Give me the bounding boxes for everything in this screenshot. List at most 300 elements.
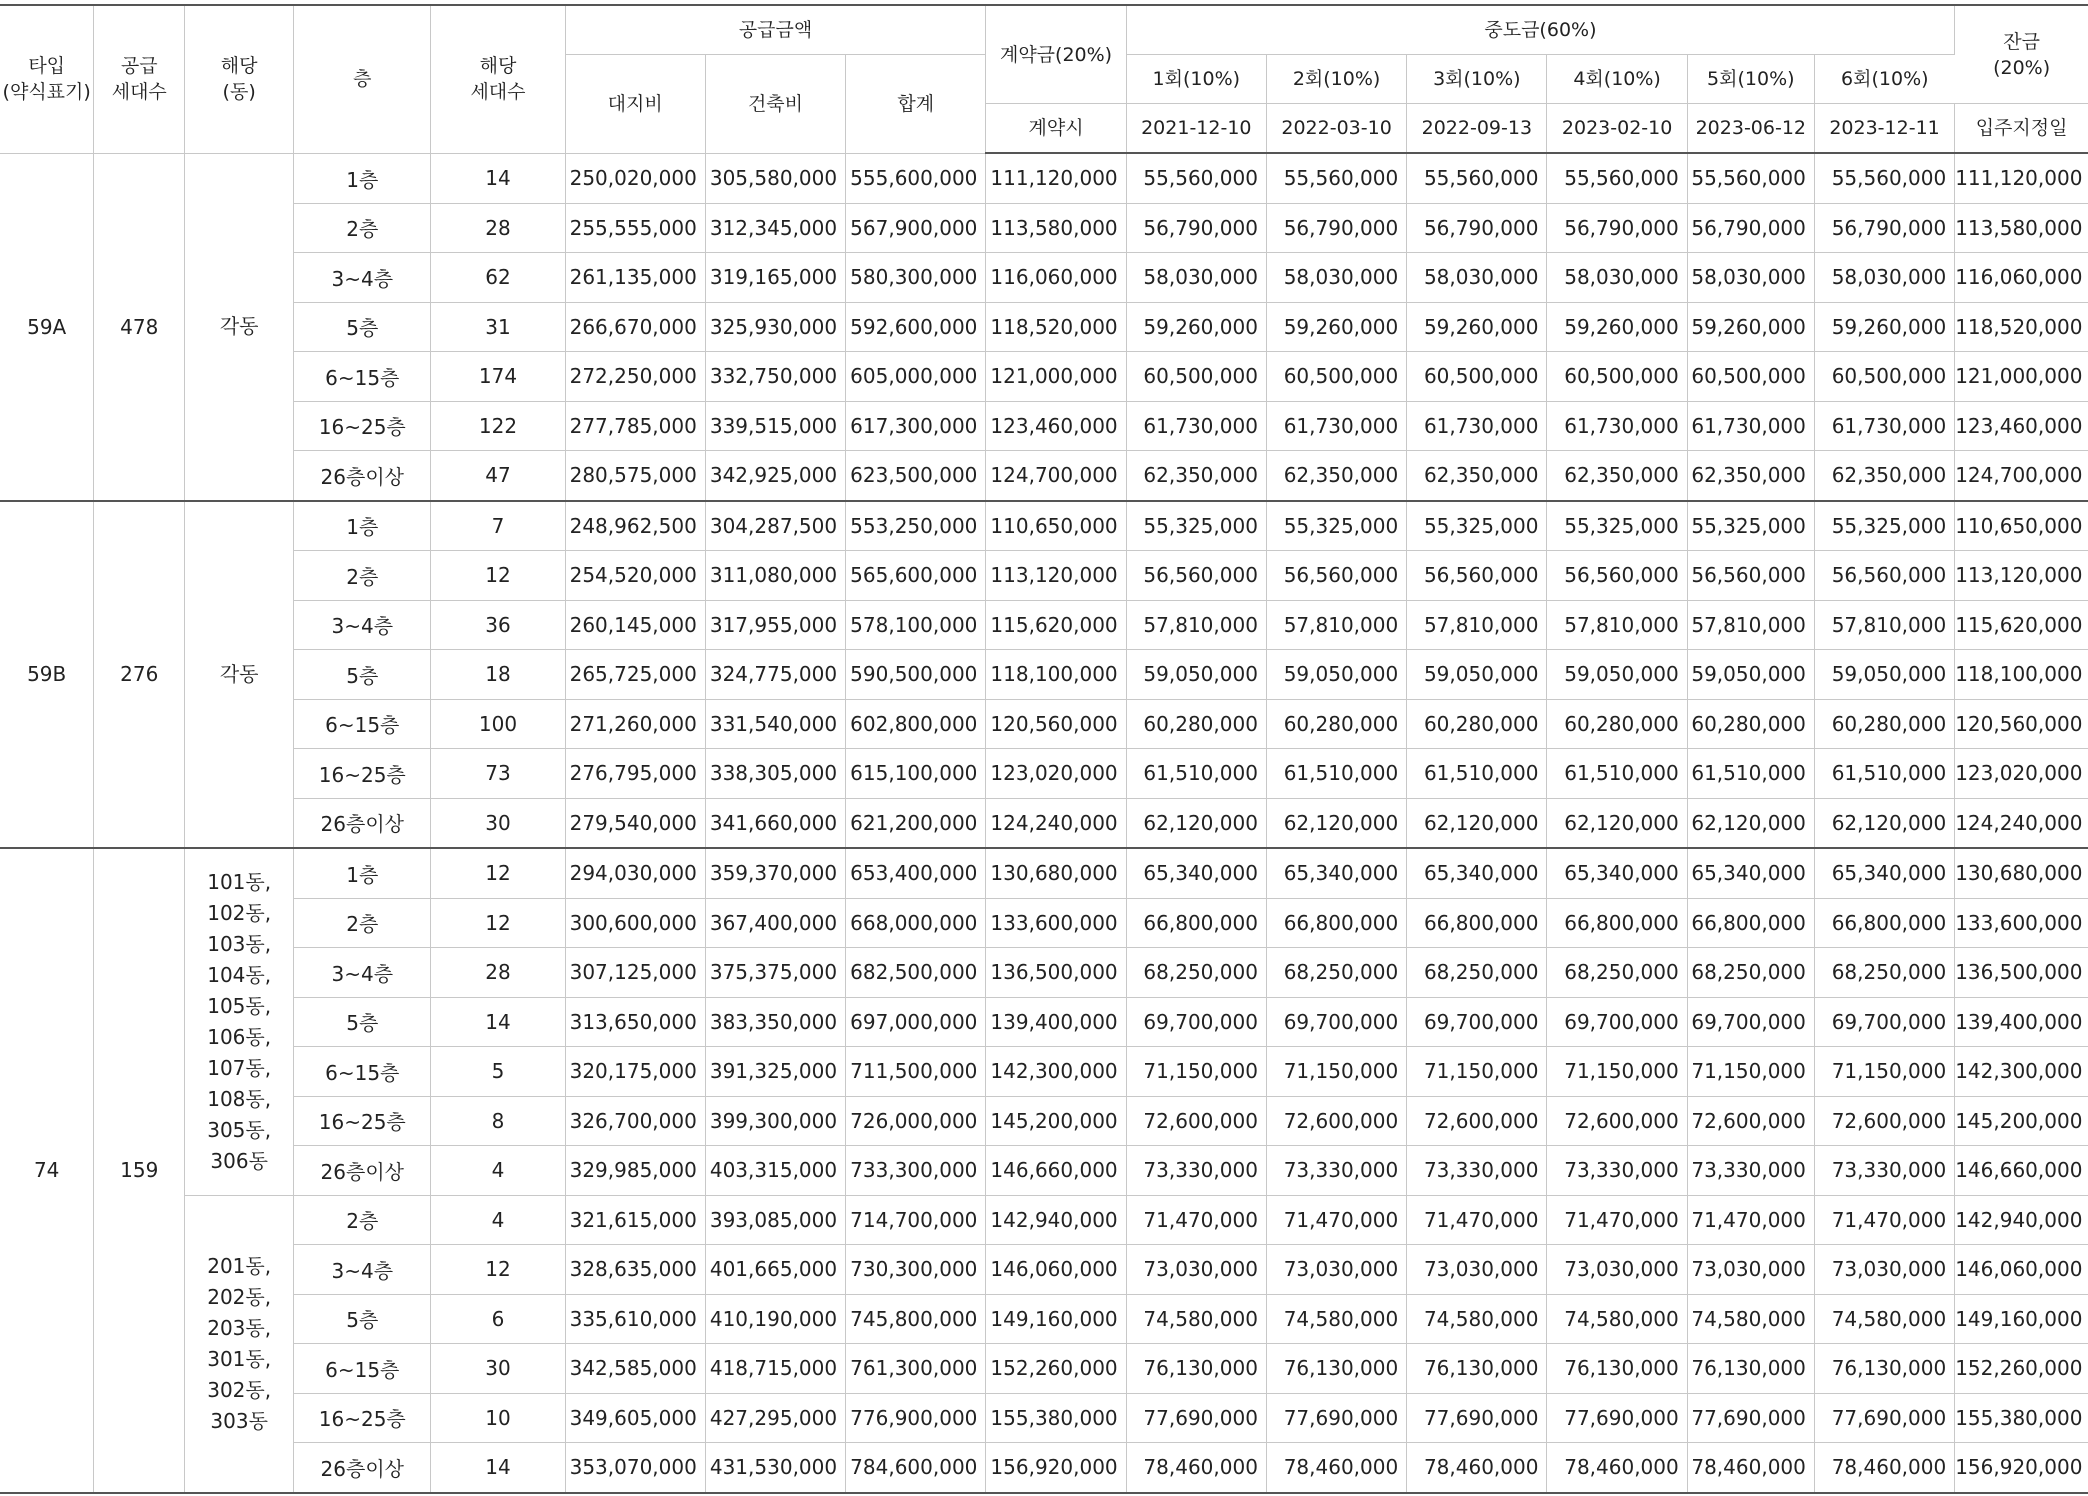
- units-cell: 36: [431, 600, 565, 650]
- deposit-cell: 130,680,000: [986, 848, 1126, 898]
- floor-cell: 6~15층: [294, 352, 431, 402]
- land-price-cell: 261,135,000: [565, 253, 705, 303]
- middle-payment-1-cell: 62,350,000: [1126, 451, 1266, 501]
- table-row: [0, 898, 2088, 948]
- middle-payment-4-cell: 55,560,000: [1547, 153, 1687, 203]
- middle-payment-2-cell: 58,030,000: [1266, 253, 1406, 303]
- construction-price-cell: 312,345,000: [705, 203, 845, 253]
- total-price-cell: 567,900,000: [846, 203, 986, 253]
- middle-payment-1-cell: 72,600,000: [1126, 1096, 1266, 1146]
- middle-payment-2-cell: 56,790,000: [1266, 203, 1406, 253]
- land-price-cell: 271,260,000: [565, 699, 705, 749]
- deposit-cell: 118,100,000: [986, 650, 1126, 700]
- middle-payment-4-cell: 78,460,000: [1547, 1443, 1687, 1493]
- land-price-cell: 255,555,000: [565, 203, 705, 253]
- balance-cell: 130,680,000: [1955, 848, 2088, 898]
- header-total: 합계: [846, 55, 986, 154]
- balance-cell: 118,100,000: [1955, 650, 2088, 700]
- middle-payment-6-cell: 77,690,000: [1814, 1393, 1954, 1443]
- table-row: [0, 997, 2088, 1047]
- header-construction: 건축비: [705, 55, 845, 154]
- table-row: [0, 1294, 2088, 1344]
- middle-payment-2-cell: 73,030,000: [1266, 1245, 1406, 1295]
- construction-price-cell: 339,515,000: [705, 401, 845, 451]
- floor-cell: 16~25층: [294, 749, 431, 799]
- total-price-cell: 553,250,000: [846, 501, 986, 551]
- construction-price-cell: 324,775,000: [705, 650, 845, 700]
- total-price-cell: 592,600,000: [846, 302, 986, 352]
- construction-price-cell: 383,350,000: [705, 997, 845, 1047]
- middle-payment-5-cell: 55,560,000: [1687, 153, 1814, 203]
- middle-payment-5-cell: 59,260,000: [1687, 302, 1814, 352]
- middle-payment-5-cell: 77,690,000: [1687, 1393, 1814, 1443]
- balance-cell: 124,700,000: [1955, 451, 2088, 501]
- units-cell: 12: [431, 898, 565, 948]
- middle-payment-3-cell: 56,790,000: [1407, 203, 1547, 253]
- deposit-cell: 123,020,000: [986, 749, 1126, 799]
- middle-payment-5-cell: 62,350,000: [1687, 451, 1814, 501]
- balance-cell: 136,500,000: [1955, 948, 2088, 998]
- construction-price-cell: 393,085,000: [705, 1195, 845, 1245]
- construction-price-cell: 304,287,500: [705, 501, 845, 551]
- middle-payment-2-cell: 76,130,000: [1266, 1344, 1406, 1394]
- units-cell: 6: [431, 1294, 565, 1344]
- header-middle-round-3: 3회(10%): [1407, 55, 1547, 104]
- middle-payment-2-cell: 55,560,000: [1266, 153, 1406, 203]
- total-price-cell: 745,800,000: [846, 1294, 986, 1344]
- middle-payment-5-cell: 58,030,000: [1687, 253, 1814, 303]
- price-table-container: [0, 4, 2088, 1494]
- header-type: 타입 (약식표기): [0, 5, 94, 153]
- deposit-cell: 149,160,000: [986, 1294, 1126, 1344]
- total-price-cell: 615,100,000: [846, 749, 986, 799]
- floor-cell: 2층: [294, 1195, 431, 1245]
- balance-cell: 116,060,000: [1955, 253, 2088, 303]
- land-price-cell: 265,725,000: [565, 650, 705, 700]
- units-cell: 7: [431, 501, 565, 551]
- units-cell: 174: [431, 352, 565, 402]
- middle-payment-4-cell: 77,690,000: [1547, 1393, 1687, 1443]
- middle-payment-3-cell: 62,120,000: [1407, 798, 1547, 848]
- middle-payment-4-cell: 62,350,000: [1547, 451, 1687, 501]
- middle-payment-3-cell: 73,030,000: [1407, 1245, 1547, 1295]
- balance-cell: 110,650,000: [1955, 501, 2088, 551]
- deposit-cell: 121,000,000: [986, 352, 1126, 402]
- header-floor: 층: [294, 5, 431, 153]
- middle-payment-3-cell: 76,130,000: [1407, 1344, 1547, 1394]
- construction-price-cell: 401,665,000: [705, 1245, 845, 1295]
- land-price-cell: 349,605,000: [565, 1393, 705, 1443]
- middle-payment-1-cell: 60,500,000: [1126, 352, 1266, 402]
- supply-count-cell: 276: [94, 501, 185, 849]
- header-middle-round-1: 1회(10%): [1126, 55, 1266, 104]
- middle-payment-1-cell: 73,330,000: [1126, 1146, 1266, 1196]
- middle-payment-4-cell: 69,700,000: [1547, 997, 1687, 1047]
- middle-payment-2-cell: 71,150,000: [1266, 1047, 1406, 1097]
- middle-payment-3-cell: 57,810,000: [1407, 600, 1547, 650]
- middle-payment-2-cell: 57,810,000: [1266, 600, 1406, 650]
- deposit-cell: 110,650,000: [986, 501, 1126, 551]
- floor-cell: 2층: [294, 551, 431, 601]
- construction-price-cell: 332,750,000: [705, 352, 845, 402]
- deposit-cell: 133,600,000: [986, 898, 1126, 948]
- middle-payment-1-cell: 66,800,000: [1126, 898, 1266, 948]
- units-cell: 4: [431, 1146, 565, 1196]
- header-middle-payment: 중도금(60%): [1126, 5, 1955, 55]
- table-row: [0, 600, 2088, 650]
- total-price-cell: 776,900,000: [846, 1393, 986, 1443]
- middle-payment-1-cell: 71,470,000: [1126, 1195, 1266, 1245]
- middle-payment-2-cell: 68,250,000: [1266, 948, 1406, 998]
- middle-payment-6-cell: 66,800,000: [1814, 898, 1954, 948]
- balance-cell: 155,380,000: [1955, 1393, 2088, 1443]
- middle-payment-1-cell: 78,460,000: [1126, 1443, 1266, 1493]
- header-middle-date-6: 2023-12-11: [1814, 104, 1954, 154]
- total-price-cell: 617,300,000: [846, 401, 986, 451]
- total-price-cell: 602,800,000: [846, 699, 986, 749]
- middle-payment-6-cell: 71,150,000: [1814, 1047, 1954, 1097]
- building-cell: 201동, 202동, 203동, 301동, 302동, 303동: [185, 1195, 294, 1493]
- header-middle-date-1: 2021-12-10: [1126, 104, 1266, 154]
- deposit-cell: 120,560,000: [986, 699, 1126, 749]
- middle-payment-6-cell: 69,700,000: [1814, 997, 1954, 1047]
- middle-payment-1-cell: 73,030,000: [1126, 1245, 1266, 1295]
- construction-price-cell: 342,925,000: [705, 451, 845, 501]
- deposit-cell: 155,380,000: [986, 1393, 1126, 1443]
- middle-payment-6-cell: 56,790,000: [1814, 203, 1954, 253]
- land-price-cell: 280,575,000: [565, 451, 705, 501]
- middle-payment-6-cell: 68,250,000: [1814, 948, 1954, 998]
- middle-payment-2-cell: 74,580,000: [1266, 1294, 1406, 1344]
- middle-payment-5-cell: 56,560,000: [1687, 551, 1814, 601]
- deposit-cell: 145,200,000: [986, 1096, 1126, 1146]
- middle-payment-3-cell: 73,330,000: [1407, 1146, 1547, 1196]
- balance-cell: 145,200,000: [1955, 1096, 2088, 1146]
- construction-price-cell: 418,715,000: [705, 1344, 845, 1394]
- land-price-cell: 335,610,000: [565, 1294, 705, 1344]
- total-price-cell: 565,600,000: [846, 551, 986, 601]
- table-row: [0, 1195, 2088, 1245]
- units-cell: 31: [431, 302, 565, 352]
- land-price-cell: 320,175,000: [565, 1047, 705, 1097]
- total-price-cell: 682,500,000: [846, 948, 986, 998]
- middle-payment-2-cell: 59,050,000: [1266, 650, 1406, 700]
- middle-payment-5-cell: 61,510,000: [1687, 749, 1814, 799]
- middle-payment-3-cell: 56,560,000: [1407, 551, 1547, 601]
- middle-payment-5-cell: 60,500,000: [1687, 352, 1814, 402]
- floor-cell: 3~4층: [294, 948, 431, 998]
- units-cell: 122: [431, 401, 565, 451]
- middle-payment-2-cell: 62,120,000: [1266, 798, 1406, 848]
- middle-payment-3-cell: 77,690,000: [1407, 1393, 1547, 1443]
- balance-cell: 142,300,000: [1955, 1047, 2088, 1097]
- middle-payment-6-cell: 60,500,000: [1814, 352, 1954, 402]
- header-middle-round-2: 2회(10%): [1266, 55, 1406, 104]
- middle-payment-4-cell: 73,030,000: [1547, 1245, 1687, 1295]
- deposit-cell: 111,120,000: [986, 153, 1126, 203]
- deposit-cell: 142,940,000: [986, 1195, 1126, 1245]
- construction-price-cell: 431,530,000: [705, 1443, 845, 1493]
- deposit-cell: 146,060,000: [986, 1245, 1126, 1295]
- header-middle-date-3: 2022-09-13: [1407, 104, 1547, 154]
- middle-payment-4-cell: 66,800,000: [1547, 898, 1687, 948]
- units-cell: 4: [431, 1195, 565, 1245]
- land-price-cell: 260,145,000: [565, 600, 705, 650]
- middle-payment-2-cell: 55,325,000: [1266, 501, 1406, 551]
- header-middle-round-6: 6회(10%): [1814, 55, 1954, 104]
- total-price-cell: 590,500,000: [846, 650, 986, 700]
- land-price-cell: 307,125,000: [565, 948, 705, 998]
- total-price-cell: 578,100,000: [846, 600, 986, 650]
- middle-payment-2-cell: 60,280,000: [1266, 699, 1406, 749]
- middle-payment-6-cell: 74,580,000: [1814, 1294, 1954, 1344]
- deposit-cell: 124,240,000: [986, 798, 1126, 848]
- middle-payment-4-cell: 57,810,000: [1547, 600, 1687, 650]
- table-row: [0, 848, 2088, 898]
- land-price-cell: 300,600,000: [565, 898, 705, 948]
- construction-price-cell: 367,400,000: [705, 898, 845, 948]
- middle-payment-1-cell: 65,340,000: [1126, 848, 1266, 898]
- middle-payment-5-cell: 60,280,000: [1687, 699, 1814, 749]
- land-price-cell: 321,615,000: [565, 1195, 705, 1245]
- middle-payment-4-cell: 65,340,000: [1547, 848, 1687, 898]
- middle-payment-1-cell: 69,700,000: [1126, 997, 1266, 1047]
- middle-payment-6-cell: 62,120,000: [1814, 798, 1954, 848]
- floor-cell: 3~4층: [294, 600, 431, 650]
- type-cell: 59A: [0, 153, 94, 501]
- table-row: [0, 699, 2088, 749]
- construction-price-cell: 391,325,000: [705, 1047, 845, 1097]
- middle-payment-2-cell: 60,500,000: [1266, 352, 1406, 402]
- middle-payment-4-cell: 56,560,000: [1547, 551, 1687, 601]
- middle-payment-3-cell: 71,470,000: [1407, 1195, 1547, 1245]
- table-row: [0, 302, 2088, 352]
- middle-payment-4-cell: 61,730,000: [1547, 401, 1687, 451]
- middle-payment-6-cell: 56,560,000: [1814, 551, 1954, 601]
- total-price-cell: 668,000,000: [846, 898, 986, 948]
- floor-cell: 16~25층: [294, 401, 431, 451]
- middle-payment-3-cell: 61,730,000: [1407, 401, 1547, 451]
- deposit-cell: 124,700,000: [986, 451, 1126, 501]
- units-cell: 30: [431, 1344, 565, 1394]
- balance-cell: 113,580,000: [1955, 203, 2088, 253]
- construction-price-cell: 331,540,000: [705, 699, 845, 749]
- header-balance: 잔금 (20%): [1955, 5, 2088, 104]
- middle-payment-4-cell: 71,470,000: [1547, 1195, 1687, 1245]
- middle-payment-5-cell: 73,030,000: [1687, 1245, 1814, 1295]
- middle-payment-6-cell: 60,280,000: [1814, 699, 1954, 749]
- header-balance-when: 입주지정일: [1955, 104, 2088, 154]
- middle-payment-5-cell: 55,325,000: [1687, 501, 1814, 551]
- floor-cell: 16~25층: [294, 1393, 431, 1443]
- middle-payment-5-cell: 74,580,000: [1687, 1294, 1814, 1344]
- balance-cell: 124,240,000: [1955, 798, 2088, 848]
- land-price-cell: 276,795,000: [565, 749, 705, 799]
- floor-cell: 6~15층: [294, 1344, 431, 1394]
- units-cell: 28: [431, 948, 565, 998]
- floor-cell: 16~25층: [294, 1096, 431, 1146]
- middle-payment-6-cell: 55,325,000: [1814, 501, 1954, 551]
- middle-payment-1-cell: 56,790,000: [1126, 203, 1266, 253]
- middle-payment-1-cell: 58,030,000: [1126, 253, 1266, 303]
- floor-cell: 6~15층: [294, 1047, 431, 1097]
- total-price-cell: 697,000,000: [846, 997, 986, 1047]
- units-cell: 8: [431, 1096, 565, 1146]
- construction-price-cell: 399,300,000: [705, 1096, 845, 1146]
- balance-cell: 133,600,000: [1955, 898, 2088, 948]
- middle-payment-5-cell: 73,330,000: [1687, 1146, 1814, 1196]
- land-price-cell: 248,962,500: [565, 501, 705, 551]
- units-cell: 18: [431, 650, 565, 700]
- middle-payment-1-cell: 55,325,000: [1126, 501, 1266, 551]
- units-cell: 100: [431, 699, 565, 749]
- construction-price-cell: 341,660,000: [705, 798, 845, 848]
- floor-cell: 1층: [294, 501, 431, 551]
- middle-payment-3-cell: 60,280,000: [1407, 699, 1547, 749]
- middle-payment-6-cell: 73,030,000: [1814, 1245, 1954, 1295]
- supply-price-table: [0, 4, 2088, 1494]
- header-middle-date-4: 2023-02-10: [1547, 104, 1687, 154]
- building-cell: 각동: [185, 153, 294, 501]
- middle-payment-3-cell: 69,700,000: [1407, 997, 1547, 1047]
- middle-payment-6-cell: 76,130,000: [1814, 1344, 1954, 1394]
- middle-payment-1-cell: 59,050,000: [1126, 650, 1266, 700]
- table-row: [0, 1047, 2088, 1097]
- units-cell: 14: [431, 1443, 565, 1493]
- middle-payment-4-cell: 73,330,000: [1547, 1146, 1687, 1196]
- land-price-cell: 277,785,000: [565, 401, 705, 451]
- middle-payment-2-cell: 59,260,000: [1266, 302, 1406, 352]
- middle-payment-4-cell: 62,120,000: [1547, 798, 1687, 848]
- total-price-cell: 726,000,000: [846, 1096, 986, 1146]
- middle-payment-3-cell: 59,050,000: [1407, 650, 1547, 700]
- total-price-cell: 730,300,000: [846, 1245, 986, 1295]
- land-price-cell: 342,585,000: [565, 1344, 705, 1394]
- header-middle-date-5: 2023-06-12: [1687, 104, 1814, 154]
- building-cell: 각동: [185, 501, 294, 849]
- land-price-cell: 250,020,000: [565, 153, 705, 203]
- middle-payment-2-cell: 69,700,000: [1266, 997, 1406, 1047]
- middle-payment-4-cell: 55,325,000: [1547, 501, 1687, 551]
- deposit-cell: 156,920,000: [986, 1443, 1126, 1493]
- middle-payment-4-cell: 60,500,000: [1547, 352, 1687, 402]
- construction-price-cell: 359,370,000: [705, 848, 845, 898]
- floor-cell: 5층: [294, 302, 431, 352]
- total-price-cell: 711,500,000: [846, 1047, 986, 1097]
- middle-payment-6-cell: 59,050,000: [1814, 650, 1954, 700]
- middle-payment-3-cell: 66,800,000: [1407, 898, 1547, 948]
- middle-payment-1-cell: 76,130,000: [1126, 1344, 1266, 1394]
- middle-payment-5-cell: 72,600,000: [1687, 1096, 1814, 1146]
- balance-cell: 152,260,000: [1955, 1344, 2088, 1394]
- land-price-cell: 279,540,000: [565, 798, 705, 848]
- middle-payment-2-cell: 78,460,000: [1266, 1443, 1406, 1493]
- table-row: [0, 1146, 2088, 1196]
- table-row: [0, 551, 2088, 601]
- middle-payment-1-cell: 74,580,000: [1126, 1294, 1266, 1344]
- middle-payment-3-cell: 61,510,000: [1407, 749, 1547, 799]
- table-row: [0, 1245, 2088, 1295]
- total-price-cell: 623,500,000: [846, 451, 986, 501]
- balance-cell: 146,060,000: [1955, 1245, 2088, 1295]
- middle-payment-6-cell: 59,260,000: [1814, 302, 1954, 352]
- middle-payment-2-cell: 56,560,000: [1266, 551, 1406, 601]
- construction-price-cell: 311,080,000: [705, 551, 845, 601]
- floor-cell: 5층: [294, 1294, 431, 1344]
- middle-payment-2-cell: 65,340,000: [1266, 848, 1406, 898]
- balance-cell: 113,120,000: [1955, 551, 2088, 601]
- header-building: 해당 (동): [185, 5, 294, 153]
- land-price-cell: 353,070,000: [565, 1443, 705, 1493]
- total-price-cell: 733,300,000: [846, 1146, 986, 1196]
- total-price-cell: 761,300,000: [846, 1344, 986, 1394]
- deposit-cell: 113,580,000: [986, 203, 1126, 253]
- building-cell: 101동, 102동, 103동, 104동, 105동, 106동, 107동, 108동, 305동, 306동: [185, 848, 294, 1195]
- construction-price-cell: 338,305,000: [705, 749, 845, 799]
- units-cell: 10: [431, 1393, 565, 1443]
- middle-payment-3-cell: 65,340,000: [1407, 848, 1547, 898]
- middle-payment-1-cell: 59,260,000: [1126, 302, 1266, 352]
- middle-payment-2-cell: 62,350,000: [1266, 451, 1406, 501]
- middle-payment-1-cell: 55,560,000: [1126, 153, 1266, 203]
- land-price-cell: 294,030,000: [565, 848, 705, 898]
- header-middle-round-5: 5회(10%): [1687, 55, 1814, 104]
- table-row: [0, 153, 2088, 203]
- deposit-cell: 116,060,000: [986, 253, 1126, 303]
- deposit-cell: 115,620,000: [986, 600, 1126, 650]
- middle-payment-4-cell: 71,150,000: [1547, 1047, 1687, 1097]
- floor-cell: 26층이상: [294, 1443, 431, 1493]
- type-cell: 74: [0, 848, 94, 1493]
- middle-payment-3-cell: 78,460,000: [1407, 1443, 1547, 1493]
- units-cell: 73: [431, 749, 565, 799]
- balance-cell: 120,560,000: [1955, 699, 2088, 749]
- middle-payment-5-cell: 71,470,000: [1687, 1195, 1814, 1245]
- construction-price-cell: 325,930,000: [705, 302, 845, 352]
- middle-payment-3-cell: 55,325,000: [1407, 501, 1547, 551]
- middle-payment-1-cell: 77,690,000: [1126, 1393, 1266, 1443]
- floor-cell: 26층이상: [294, 1146, 431, 1196]
- middle-payment-3-cell: 62,350,000: [1407, 451, 1547, 501]
- table-row: [0, 203, 2088, 253]
- land-price-cell: 266,670,000: [565, 302, 705, 352]
- middle-payment-1-cell: 61,510,000: [1126, 749, 1266, 799]
- table-row: [0, 451, 2088, 501]
- deposit-cell: 142,300,000: [986, 1047, 1126, 1097]
- deposit-cell: 113,120,000: [986, 551, 1126, 601]
- balance-cell: 111,120,000: [1955, 153, 2088, 203]
- middle-payment-6-cell: 73,330,000: [1814, 1146, 1954, 1196]
- construction-price-cell: 427,295,000: [705, 1393, 845, 1443]
- balance-cell: 146,660,000: [1955, 1146, 2088, 1196]
- construction-price-cell: 317,955,000: [705, 600, 845, 650]
- table-body: [0, 153, 2088, 1493]
- floor-cell: 2층: [294, 898, 431, 948]
- floor-cell: 3~4층: [294, 1245, 431, 1295]
- units-cell: 62: [431, 253, 565, 303]
- middle-payment-1-cell: 68,250,000: [1126, 948, 1266, 998]
- header-deposit-when: 계약시: [986, 104, 1126, 154]
- header-supply-price: 공급금액: [565, 5, 986, 55]
- middle-payment-2-cell: 71,470,000: [1266, 1195, 1406, 1245]
- middle-payment-4-cell: 72,600,000: [1547, 1096, 1687, 1146]
- table-header: [0, 5, 2088, 153]
- middle-payment-3-cell: 55,560,000: [1407, 153, 1547, 203]
- middle-payment-4-cell: 59,260,000: [1547, 302, 1687, 352]
- land-price-cell: 254,520,000: [565, 551, 705, 601]
- deposit-cell: 139,400,000: [986, 997, 1126, 1047]
- total-price-cell: 605,000,000: [846, 352, 986, 402]
